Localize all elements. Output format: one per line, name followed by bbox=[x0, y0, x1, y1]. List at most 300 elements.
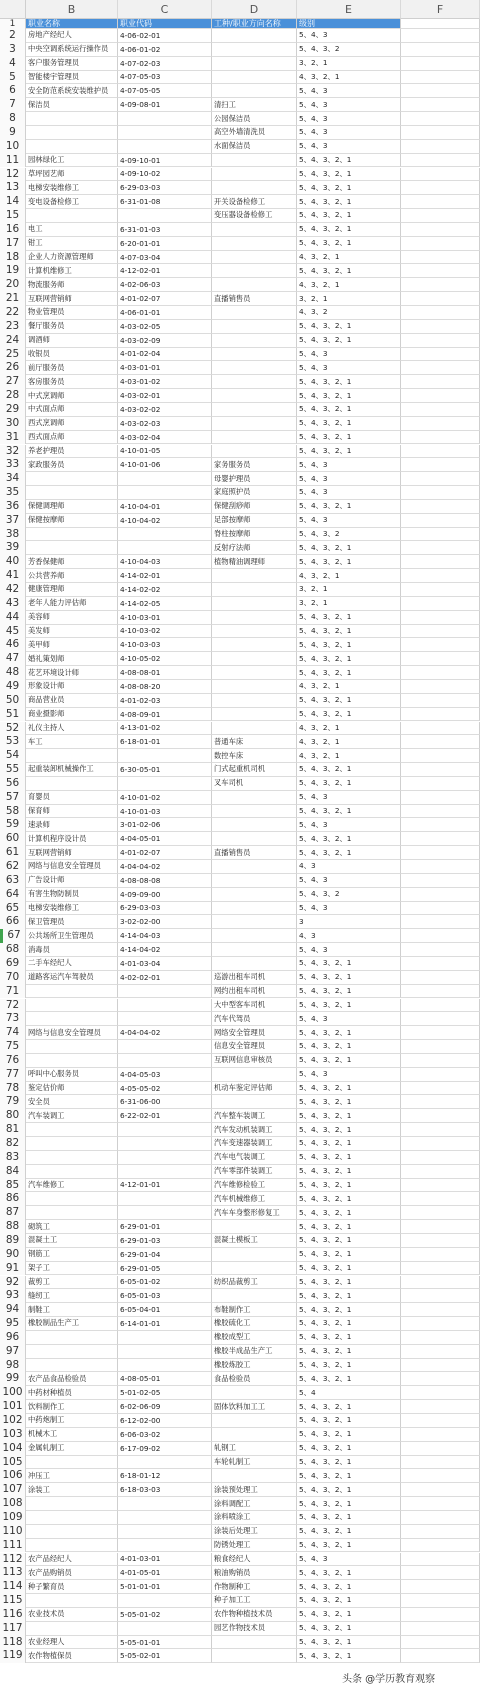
cell-occupation-name[interactable]: 花艺环境设计师 bbox=[26, 666, 118, 680]
cell-occupation-code[interactable]: 4-10-03-02 bbox=[118, 625, 212, 639]
cell-empty[interactable] bbox=[401, 361, 480, 375]
cell-occupation-name[interactable]: 家政服务员 bbox=[26, 458, 118, 472]
cell-job-direction[interactable] bbox=[212, 375, 297, 389]
cell-job-direction[interactable] bbox=[212, 652, 297, 666]
cell-occupation-name[interactable]: 制鞋工 bbox=[26, 1303, 118, 1317]
cell-job-direction[interactable] bbox=[212, 694, 297, 708]
cell-occupation-code[interactable] bbox=[118, 1345, 212, 1359]
cell-empty[interactable] bbox=[401, 985, 480, 999]
cell-occupation-code[interactable] bbox=[118, 140, 212, 154]
row-number[interactable]: 93 bbox=[0, 1289, 26, 1303]
cell-occupation-name[interactable] bbox=[26, 1206, 118, 1220]
cell-occupation-name[interactable]: 公共场所卫生管理员 bbox=[26, 929, 118, 943]
cell-job-direction[interactable] bbox=[212, 1220, 297, 1234]
cell-occupation-name[interactable]: 网络与信息安全管理员 bbox=[26, 860, 118, 874]
cell-occupation-code[interactable] bbox=[118, 1497, 212, 1511]
cell-level[interactable]: 5、4、3、2、1 bbox=[297, 1539, 401, 1553]
cell-empty[interactable] bbox=[401, 195, 480, 209]
cell-job-direction[interactable] bbox=[212, 611, 297, 625]
cell-occupation-name[interactable] bbox=[26, 1012, 118, 1026]
cell-job-direction[interactable] bbox=[212, 278, 297, 292]
cell-empty[interactable] bbox=[401, 666, 480, 680]
row-number[interactable]: 61 bbox=[0, 846, 26, 860]
cell-job-direction[interactable] bbox=[212, 348, 297, 362]
cell-empty[interactable] bbox=[401, 1497, 480, 1511]
cell-job-direction[interactable]: 家庭照护员 bbox=[212, 486, 297, 500]
cell-empty[interactable] bbox=[401, 583, 480, 597]
cell-empty[interactable] bbox=[401, 348, 480, 362]
cell-level[interactable]: 5、4、3、2、1 bbox=[297, 417, 401, 431]
cell-occupation-code[interactable]: 6-12-02-00 bbox=[118, 1414, 212, 1428]
cell-job-direction[interactable]: 叉车司机 bbox=[212, 777, 297, 791]
cell-job-direction[interactable]: 反射疗法师 bbox=[212, 541, 297, 555]
cell-occupation-code[interactable]: 4-03-02-09 bbox=[118, 334, 212, 348]
cell-occupation-code[interactable]: 4-07-03-04 bbox=[118, 251, 212, 265]
cell-job-direction[interactable] bbox=[212, 791, 297, 805]
cell-occupation-name[interactable]: 汽车维修工 bbox=[26, 1179, 118, 1193]
row-number[interactable]: 84 bbox=[0, 1165, 26, 1179]
cell-empty[interactable] bbox=[401, 915, 480, 929]
row-number[interactable]: 114 bbox=[0, 1580, 26, 1594]
cell-empty[interactable] bbox=[401, 1026, 480, 1040]
cell-job-direction[interactable] bbox=[212, 168, 297, 182]
cell-level[interactable]: 5、4、3、2、1 bbox=[297, 1165, 401, 1179]
cell-empty[interactable] bbox=[401, 458, 480, 472]
cell-job-direction[interactable] bbox=[212, 1414, 297, 1428]
cell-empty[interactable] bbox=[401, 29, 480, 43]
cell-empty[interactable] bbox=[401, 154, 480, 168]
cell-empty[interactable] bbox=[401, 1414, 480, 1428]
cell-occupation-code[interactable] bbox=[118, 1594, 212, 1608]
cell-job-direction[interactable]: 纺织品裁剪工 bbox=[212, 1276, 297, 1290]
row-number[interactable]: 119 bbox=[0, 1649, 26, 1663]
cell-empty[interactable] bbox=[401, 1622, 480, 1636]
cell-occupation-code[interactable]: 6-18-01-01 bbox=[118, 735, 212, 749]
cell-job-direction[interactable]: 信息安全管理员 bbox=[212, 1040, 297, 1054]
cell-empty[interactable] bbox=[401, 1012, 480, 1026]
cell-empty[interactable] bbox=[401, 1248, 480, 1262]
cell-job-direction[interactable]: 母婴护理员 bbox=[212, 472, 297, 486]
cell-occupation-code[interactable]: 6-20-01-01 bbox=[118, 237, 212, 251]
cell-empty[interactable] bbox=[401, 320, 480, 334]
cell-empty[interactable] bbox=[401, 1442, 480, 1456]
cell-empty[interactable] bbox=[401, 417, 480, 431]
cell-empty[interactable] bbox=[401, 445, 480, 459]
cell-occupation-code[interactable]: 4-13-01-02 bbox=[118, 722, 212, 736]
cell-level[interactable]: 5、4、3、2、1 bbox=[297, 1483, 401, 1497]
row-number[interactable]: 101 bbox=[0, 1400, 26, 1414]
cell-job-direction[interactable] bbox=[212, 1636, 297, 1650]
column-header-b[interactable]: B bbox=[26, 0, 118, 19]
cell-job-direction[interactable]: 汽车变速器装调工 bbox=[212, 1137, 297, 1151]
cell-occupation-name[interactable] bbox=[26, 985, 118, 999]
cell-occupation-code[interactable]: 4-04-04-02 bbox=[118, 860, 212, 874]
cell-occupation-code[interactable]: 4-08-08-20 bbox=[118, 680, 212, 694]
cell-occupation-code[interactable]: 4-10-03-03 bbox=[118, 638, 212, 652]
cell-job-direction[interactable] bbox=[212, 1068, 297, 1082]
cell-occupation-code[interactable]: 4-09-10-01 bbox=[118, 154, 212, 168]
cell-job-direction[interactable]: 网约出租车司机 bbox=[212, 985, 297, 999]
row-number[interactable]: 59 bbox=[0, 818, 26, 832]
row-number[interactable]: 111 bbox=[0, 1539, 26, 1553]
row-number[interactable]: 42 bbox=[0, 583, 26, 597]
cell-job-direction[interactable]: 直播销售员 bbox=[212, 292, 297, 306]
cell-job-direction[interactable] bbox=[212, 251, 297, 265]
cell-level[interactable]: 5、4、3 bbox=[297, 348, 401, 362]
cell-occupation-code[interactable]: 4-03-01-02 bbox=[118, 375, 212, 389]
cell-level[interactable]: 5、4、3 bbox=[297, 458, 401, 472]
cell-occupation-name[interactable] bbox=[26, 112, 118, 126]
row-number[interactable]: 78 bbox=[0, 1082, 26, 1096]
cell-level[interactable]: 5、4、3 bbox=[297, 902, 401, 916]
cell-occupation-name[interactable]: 起重装卸机械操作工 bbox=[26, 763, 118, 777]
cell-occupation-name[interactable] bbox=[26, 1511, 118, 1525]
cell-job-direction[interactable] bbox=[212, 597, 297, 611]
cell-occupation-code[interactable] bbox=[118, 1525, 212, 1539]
cell-occupation-name[interactable]: 保健调理师 bbox=[26, 500, 118, 514]
row-number[interactable]: 81 bbox=[0, 1123, 26, 1137]
row-number[interactable]: 17 bbox=[0, 237, 26, 251]
cell-empty[interactable] bbox=[401, 1262, 480, 1276]
cell-level[interactable]: 5、4、3、2、1 bbox=[297, 195, 401, 209]
cell-occupation-name[interactable]: 道路客运汽车驾驶员 bbox=[26, 971, 118, 985]
cell-empty[interactable] bbox=[401, 611, 480, 625]
cell-level[interactable]: 5、4、3、2、1 bbox=[297, 1109, 401, 1123]
cell-empty[interactable] bbox=[401, 126, 480, 140]
cell-level[interactable]: 5、4、3、2、1 bbox=[297, 320, 401, 334]
cell-level[interactable]: 5、4、3、2、1 bbox=[297, 1040, 401, 1054]
cell-level[interactable]: 5、4、3、2、1 bbox=[297, 708, 401, 722]
cell-job-direction[interactable] bbox=[212, 818, 297, 832]
cell-occupation-name[interactable]: 农产品经纪人 bbox=[26, 1553, 118, 1567]
cell-occupation-name[interactable]: 架子工 bbox=[26, 1262, 118, 1276]
cell-level[interactable]: 5、4、3、2 bbox=[297, 43, 401, 57]
row-number[interactable]: 28 bbox=[0, 389, 26, 403]
cell-empty[interactable] bbox=[401, 389, 480, 403]
cell-occupation-code[interactable]: 4-10-01-05 bbox=[118, 445, 212, 459]
cell-occupation-name[interactable]: 形象设计师 bbox=[26, 680, 118, 694]
row-number[interactable]: 100 bbox=[0, 1386, 26, 1400]
cell-job-direction[interactable] bbox=[212, 71, 297, 85]
cell-empty[interactable] bbox=[401, 278, 480, 292]
cell-level[interactable]: 5、4、3、2、1 bbox=[297, 1026, 401, 1040]
cell-occupation-name[interactable]: 电梯安装维修工 bbox=[26, 902, 118, 916]
cell-job-direction[interactable] bbox=[212, 431, 297, 445]
cell-job-direction[interactable] bbox=[212, 832, 297, 846]
row-number[interactable]: 66 bbox=[0, 915, 26, 929]
cell-occupation-name[interactable] bbox=[26, 1192, 118, 1206]
cell-level[interactable]: 5、4、3、2、1 bbox=[297, 1276, 401, 1290]
cell-occupation-code[interactable]: 4-01-05-01 bbox=[118, 1566, 212, 1580]
cell-occupation-name[interactable]: 房地产经纪人 bbox=[26, 29, 118, 43]
cell-level[interactable]: 5、4、3、2、1 bbox=[297, 1636, 401, 1650]
cell-level[interactable]: 5、4、3、2、1 bbox=[297, 1497, 401, 1511]
cell-empty[interactable] bbox=[401, 1137, 480, 1151]
header-cell-code[interactable]: 职业代码 bbox=[118, 19, 212, 29]
cell-level[interactable]: 5、4、3、2、1 bbox=[297, 1608, 401, 1622]
row-number[interactable]: 85 bbox=[0, 1179, 26, 1193]
cell-occupation-name[interactable]: 电梯安装维修工 bbox=[26, 181, 118, 195]
cell-occupation-name[interactable]: 消毒员 bbox=[26, 943, 118, 957]
cell-occupation-code[interactable]: 6-31-06-00 bbox=[118, 1095, 212, 1109]
cell-empty[interactable] bbox=[401, 1469, 480, 1483]
cell-occupation-code[interactable]: 4-09-09-00 bbox=[118, 888, 212, 902]
cell-occupation-code[interactable]: 4-10-01-06 bbox=[118, 458, 212, 472]
cell-job-direction[interactable]: 足部按摩师 bbox=[212, 514, 297, 528]
cell-occupation-name[interactable] bbox=[26, 749, 118, 763]
cell-occupation-name[interactable]: 冲压工 bbox=[26, 1469, 118, 1483]
row-number[interactable]: 16 bbox=[0, 223, 26, 237]
cell-occupation-code[interactable]: 5-05-02-01 bbox=[118, 1649, 212, 1663]
column-header-d[interactable]: D bbox=[212, 0, 297, 19]
cell-level[interactable]: 4、3、2、1 bbox=[297, 749, 401, 763]
row-number[interactable]: 6 bbox=[0, 84, 26, 98]
cell-occupation-name[interactable]: 广告设计师 bbox=[26, 874, 118, 888]
row-number[interactable]: 52 bbox=[0, 722, 26, 736]
cell-occupation-code[interactable]: 4-14-02-01 bbox=[118, 569, 212, 583]
row-number[interactable]: 94 bbox=[0, 1303, 26, 1317]
cell-occupation-code[interactable]: 4-14-02-02 bbox=[118, 583, 212, 597]
cell-empty[interactable] bbox=[401, 1511, 480, 1525]
cell-occupation-name[interactable]: 速录师 bbox=[26, 818, 118, 832]
cell-job-direction[interactable]: 网络安全管理员 bbox=[212, 1026, 297, 1040]
row-number[interactable]: 36 bbox=[0, 500, 26, 514]
cell-occupation-code[interactable] bbox=[118, 1622, 212, 1636]
cell-occupation-code[interactable]: 6-05-04-01 bbox=[118, 1303, 212, 1317]
cell-occupation-name[interactable]: 保卫管理员 bbox=[26, 915, 118, 929]
cell-occupation-name[interactable]: 农作物植保员 bbox=[26, 1649, 118, 1663]
cell-level[interactable]: 5、4、3、2、1 bbox=[297, 763, 401, 777]
cell-job-direction[interactable]: 汽车发动机装调工 bbox=[212, 1123, 297, 1137]
row-number[interactable]: 109 bbox=[0, 1511, 26, 1525]
cell-occupation-code[interactable]: 4-03-01-01 bbox=[118, 361, 212, 375]
cell-level[interactable]: 5、4、3、2、1 bbox=[297, 541, 401, 555]
cell-occupation-name[interactable] bbox=[26, 1497, 118, 1511]
header-cell-name[interactable]: 职业名称 bbox=[26, 19, 118, 29]
cell-level[interactable]: 5、4、3、2、1 bbox=[297, 1428, 401, 1442]
cell-occupation-name[interactable]: 智能楼宇管理员 bbox=[26, 71, 118, 85]
cell-level[interactable]: 5、4、3、2、1 bbox=[297, 1206, 401, 1220]
cell-level[interactable]: 5、4、3、2、1 bbox=[297, 1082, 401, 1096]
cell-occupation-code[interactable]: 4-09-10-02 bbox=[118, 168, 212, 182]
cell-level[interactable]: 5、4、3、2、1 bbox=[297, 237, 401, 251]
cell-empty[interactable] bbox=[401, 777, 480, 791]
cell-occupation-name[interactable] bbox=[26, 777, 118, 791]
cell-occupation-code[interactable] bbox=[118, 486, 212, 500]
cell-level[interactable]: 5、4、3、2、1 bbox=[297, 1622, 401, 1636]
cell-occupation-code[interactable]: 4-10-04-02 bbox=[118, 514, 212, 528]
cell-job-direction[interactable] bbox=[212, 1386, 297, 1400]
cell-empty[interactable] bbox=[401, 1539, 480, 1553]
cell-job-direction[interactable]: 涂装预处理工 bbox=[212, 1483, 297, 1497]
cell-job-direction[interactable] bbox=[212, 389, 297, 403]
cell-empty[interactable] bbox=[401, 1372, 480, 1386]
cell-level[interactable]: 5、4、3、2、1 bbox=[297, 957, 401, 971]
cell-occupation-code[interactable]: 4-08-08-01 bbox=[118, 666, 212, 680]
cell-job-direction[interactable]: 橡胶硫化工 bbox=[212, 1317, 297, 1331]
cell-job-direction[interactable] bbox=[212, 29, 297, 43]
cell-empty[interactable] bbox=[401, 929, 480, 943]
cell-job-direction[interactable] bbox=[212, 902, 297, 916]
cell-occupation-name[interactable]: 西式面点师 bbox=[26, 431, 118, 445]
row-number[interactable]: 82 bbox=[0, 1137, 26, 1151]
cell-occupation-code[interactable]: 4-02-06-03 bbox=[118, 278, 212, 292]
cell-level[interactable]: 3、2、1 bbox=[297, 292, 401, 306]
row-number[interactable]: 8 bbox=[0, 112, 26, 126]
cell-occupation-name[interactable] bbox=[26, 1040, 118, 1054]
cell-level[interactable]: 5、4、3 bbox=[297, 140, 401, 154]
cell-level[interactable]: 3、2、1 bbox=[297, 583, 401, 597]
cell-level[interactable]: 5、4、3、2、1 bbox=[297, 1054, 401, 1068]
cell-occupation-name[interactable]: 客户服务管理员 bbox=[26, 57, 118, 71]
cell-level[interactable]: 5、4、3 bbox=[297, 1553, 401, 1567]
cell-job-direction[interactable] bbox=[212, 84, 297, 98]
cell-empty[interactable] bbox=[401, 209, 480, 223]
cell-empty[interactable] bbox=[401, 943, 480, 957]
cell-occupation-code[interactable]: 6-18-03-03 bbox=[118, 1483, 212, 1497]
cell-occupation-name[interactable]: 前厅服务员 bbox=[26, 361, 118, 375]
cell-level[interactable]: 5、4、3 bbox=[297, 112, 401, 126]
cell-level[interactable]: 5、4、3、2、1 bbox=[297, 611, 401, 625]
cell-level[interactable]: 5、4、3、2、1 bbox=[297, 1220, 401, 1234]
cell-empty[interactable] bbox=[401, 1234, 480, 1248]
cell-occupation-name[interactable]: 公共营养师 bbox=[26, 569, 118, 583]
cell-occupation-code[interactable]: 4-03-02-01 bbox=[118, 389, 212, 403]
cell-empty[interactable] bbox=[401, 1165, 480, 1179]
row-number[interactable]: 21 bbox=[0, 292, 26, 306]
cell-occupation-name[interactable] bbox=[26, 1123, 118, 1137]
cell-occupation-code[interactable]: 3-02-02-00 bbox=[118, 915, 212, 929]
cell-level[interactable]: 5、4、3、2、1 bbox=[297, 403, 401, 417]
cell-occupation-name[interactable]: 裁剪工 bbox=[26, 1276, 118, 1290]
row-number[interactable]: 58 bbox=[0, 805, 26, 819]
cell-occupation-name[interactable] bbox=[26, 1137, 118, 1151]
cell-occupation-name[interactable]: 收银员 bbox=[26, 348, 118, 362]
cell-empty[interactable] bbox=[401, 57, 480, 71]
cell-occupation-code[interactable] bbox=[118, 1054, 212, 1068]
cell-occupation-name[interactable]: 商品营业员 bbox=[26, 694, 118, 708]
cell-occupation-name[interactable] bbox=[26, 472, 118, 486]
row-number[interactable]: 87 bbox=[0, 1206, 26, 1220]
row-number[interactable]: 43 bbox=[0, 597, 26, 611]
cell-job-direction[interactable]: 涂装后处理工 bbox=[212, 1525, 297, 1539]
cell-occupation-code[interactable] bbox=[118, 1511, 212, 1525]
row-number[interactable]: 113 bbox=[0, 1566, 26, 1580]
row-number[interactable]: 103 bbox=[0, 1428, 26, 1442]
cell-job-direction[interactable] bbox=[212, 361, 297, 375]
cell-level[interactable]: 5、4、3、2、1 bbox=[297, 445, 401, 459]
cell-empty[interactable] bbox=[401, 1359, 480, 1373]
cell-job-direction[interactable] bbox=[212, 874, 297, 888]
cell-empty[interactable] bbox=[401, 1456, 480, 1470]
row-number[interactable]: 63 bbox=[0, 874, 26, 888]
cell-level[interactable]: 5、4、3、2、1 bbox=[297, 625, 401, 639]
cell-occupation-name[interactable]: 企业人力资源管理师 bbox=[26, 251, 118, 265]
row-number[interactable]: 29 bbox=[0, 403, 26, 417]
cell-occupation-code[interactable]: 4-07-02-03 bbox=[118, 57, 212, 71]
cell-level[interactable]: 4、3、2、1 bbox=[297, 722, 401, 736]
cell-occupation-name[interactable]: 涂装工 bbox=[26, 1483, 118, 1497]
cell-occupation-code[interactable]: 4-01-02-03 bbox=[118, 694, 212, 708]
row-number[interactable]: 115 bbox=[0, 1594, 26, 1608]
cell-occupation-code[interactable]: 6-29-01-04 bbox=[118, 1248, 212, 1262]
row-number[interactable]: 35 bbox=[0, 486, 26, 500]
row-number[interactable]: 105 bbox=[0, 1456, 26, 1470]
cell-job-direction[interactable]: 脊柱按摩师 bbox=[212, 528, 297, 542]
cell-empty[interactable] bbox=[401, 1123, 480, 1137]
cell-empty[interactable] bbox=[401, 472, 480, 486]
cell-occupation-name[interactable]: 机械木工 bbox=[26, 1428, 118, 1442]
cell-empty[interactable] bbox=[401, 43, 480, 57]
row-number[interactable]: 25 bbox=[0, 348, 26, 362]
cell-job-direction[interactable]: 门式起重机司机 bbox=[212, 763, 297, 777]
cell-job-direction[interactable]: 植物精油调理师 bbox=[212, 555, 297, 569]
cell-job-direction[interactable]: 汽车代驾员 bbox=[212, 1012, 297, 1026]
cell-job-direction[interactable] bbox=[212, 666, 297, 680]
cell-empty[interactable] bbox=[401, 237, 480, 251]
cell-occupation-code[interactable]: 4-10-01-03 bbox=[118, 805, 212, 819]
row-number[interactable]: 91 bbox=[0, 1262, 26, 1276]
cell-occupation-name[interactable]: 网络与信息安全管理员 bbox=[26, 1026, 118, 1040]
cell-level[interactable]: 4、3、2、1 bbox=[297, 71, 401, 85]
cell-occupation-name[interactable] bbox=[26, 1456, 118, 1470]
cell-job-direction[interactable]: 互联网信息审核员 bbox=[212, 1054, 297, 1068]
row-number[interactable]: 69 bbox=[0, 957, 26, 971]
cell-occupation-code[interactable]: 4-04-04-02 bbox=[118, 1026, 212, 1040]
cell-occupation-code[interactable]: 4-12-01-01 bbox=[118, 1179, 212, 1193]
row-number[interactable]: 53 bbox=[0, 735, 26, 749]
cell-occupation-code[interactable]: 4-12-02-01 bbox=[118, 264, 212, 278]
cell-empty[interactable] bbox=[401, 1289, 480, 1303]
cell-occupation-name[interactable]: 美发师 bbox=[26, 625, 118, 639]
cell-empty[interactable] bbox=[401, 1054, 480, 1068]
cell-occupation-code[interactable] bbox=[118, 1192, 212, 1206]
row-number[interactable]: 112 bbox=[0, 1553, 26, 1567]
cell-occupation-name[interactable]: 农产品购销员 bbox=[26, 1566, 118, 1580]
cell-job-direction[interactable] bbox=[212, 805, 297, 819]
cell-job-direction[interactable]: 橡胶成型工 bbox=[212, 1331, 297, 1345]
cell-occupation-code[interactable] bbox=[118, 472, 212, 486]
cell-occupation-code[interactable]: 6-29-01-03 bbox=[118, 1234, 212, 1248]
cell-occupation-code[interactable]: 4-14-04-03 bbox=[118, 929, 212, 943]
cell-job-direction[interactable] bbox=[212, 1469, 297, 1483]
cell-level[interactable]: 5、4、3、2、1 bbox=[297, 1262, 401, 1276]
cell-level[interactable]: 5、4、3、2、1 bbox=[297, 223, 401, 237]
cell-job-direction[interactable]: 清扫工 bbox=[212, 98, 297, 112]
cell-occupation-name[interactable]: 物业管理员 bbox=[26, 306, 118, 320]
cell-occupation-code[interactable]: 6-06-03-02 bbox=[118, 1428, 212, 1442]
cell-level[interactable]: 5、4、3 bbox=[297, 126, 401, 140]
cell-occupation-code[interactable] bbox=[118, 209, 212, 223]
cell-empty[interactable] bbox=[401, 1553, 480, 1567]
cell-empty[interactable] bbox=[401, 1220, 480, 1234]
cell-job-direction[interactable]: 数控车床 bbox=[212, 749, 297, 763]
cell-level[interactable]: 5、4、3 bbox=[297, 84, 401, 98]
cell-level[interactable]: 5、4、3、2、1 bbox=[297, 1566, 401, 1580]
cell-empty[interactable] bbox=[401, 597, 480, 611]
row-number[interactable]: 5 bbox=[0, 71, 26, 85]
row-number[interactable]: 19 bbox=[0, 264, 26, 278]
cell-empty[interactable] bbox=[401, 528, 480, 542]
row-number[interactable]: 31 bbox=[0, 431, 26, 445]
row-number[interactable]: 102 bbox=[0, 1414, 26, 1428]
cell-empty[interactable] bbox=[401, 181, 480, 195]
cell-occupation-name[interactable]: 鉴定估价师 bbox=[26, 1082, 118, 1096]
cell-empty[interactable] bbox=[401, 1179, 480, 1193]
cell-occupation-code[interactable] bbox=[118, 1123, 212, 1137]
cell-level[interactable]: 5、4、3、2、1 bbox=[297, 389, 401, 403]
cell-empty[interactable] bbox=[401, 71, 480, 85]
